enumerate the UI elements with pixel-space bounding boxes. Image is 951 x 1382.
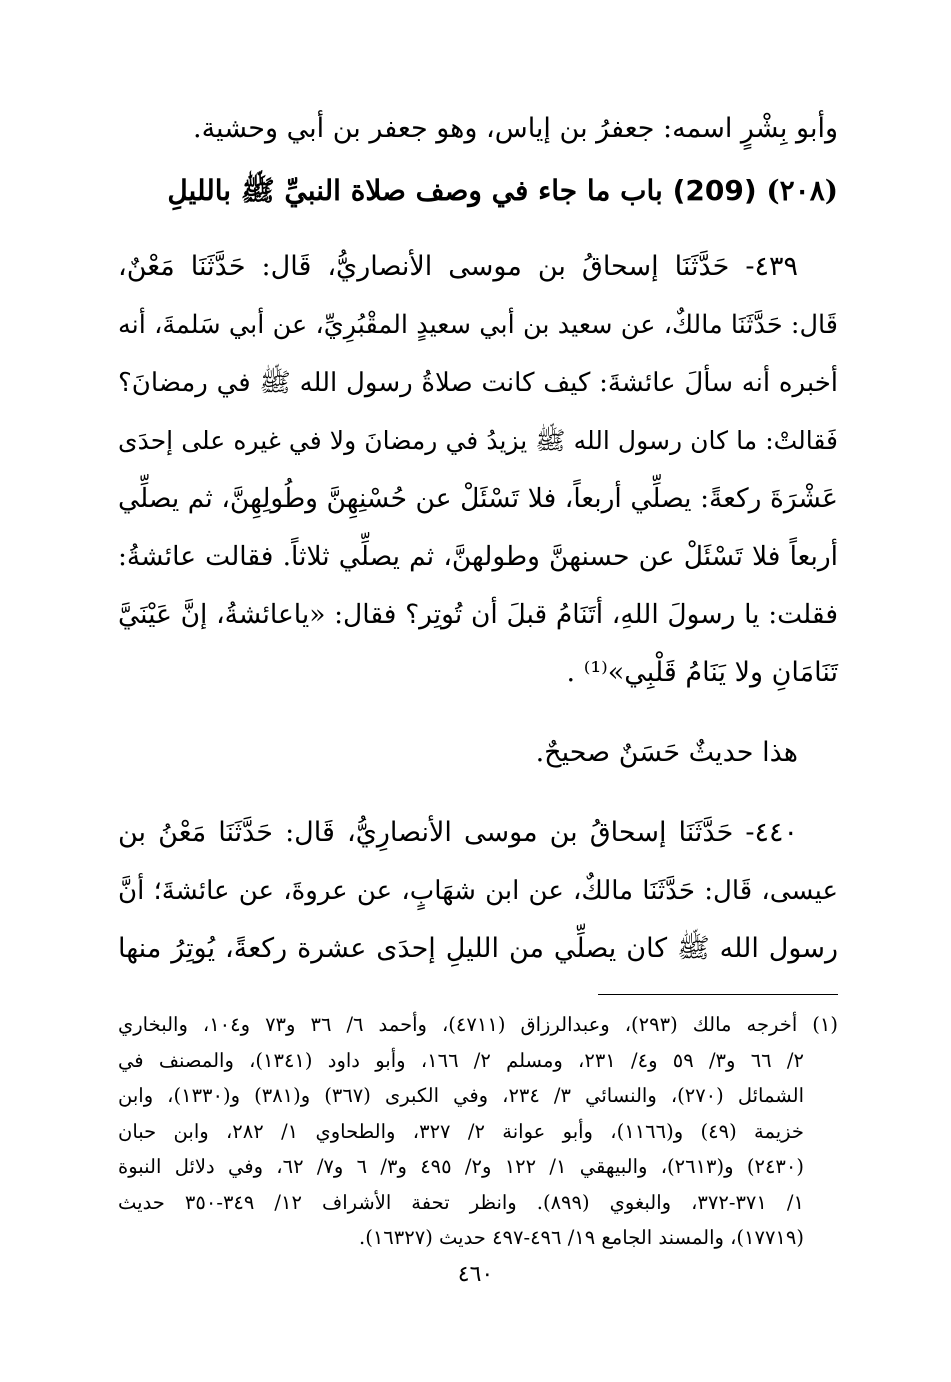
chapter-number-latin: (209) xyxy=(672,174,757,207)
hadith-line: عيسى، قَال: حَدَّثَنَا مالكٌ، عن ابن شهَابٍ، عن عروةَ، عن عائشةَ؛ أنَّ xyxy=(118,876,838,906)
hadith-440 xyxy=(118,804,838,978)
footnote-line: (١) أخرجه مالك (٢٩٣)، وعبدالرزاق (٤٧١١)، وأحمد ٦/ ٣٦ و٧٣ و١٠٤، والبخاري xyxy=(118,1013,838,1036)
hadith-line: عَشْرَةَ ركعةً: يصلِّي أربعاً، فلا تَسْئَلْ عن حُسْنِهِنَّ وطُولِهِنَّ، ثم يصلِّي xyxy=(118,483,838,514)
hadith-line: أربعاً فلا تَسْئَلْ عن حسنهنَّ وطولهنَّ، ثم يصلِّي ثلاثاً. فقالت عائشةُ: xyxy=(118,541,838,572)
chapter-heading xyxy=(118,166,838,216)
hadith-line: ٤٤٠- حَدَّثَنَا إسحاقُ بن موسى الأنصارِيُّ، قَال: حَدَّثَنَا مَعْنُ بن xyxy=(118,817,798,848)
footnotes xyxy=(118,1007,838,1256)
footnote-line: (١٧٧١٩)، والمسند الجامع ١٩/ ٤٩٦-٤٩٧ حديث (١٦٣٢٧). xyxy=(359,1226,804,1249)
hadith-line: أخبره أنه سألَ عائشةَ: كيف كانت صلاةُ رسول الله ﷺ في رمضانَ؟ xyxy=(118,368,838,398)
footnote-line: الشمائل (٢٧٠)، والنسائي ٣/ ٢٣٤، وفي الكبرى (٣٦٧) و(٣٨١) و(١٣٣٠)، وابن xyxy=(118,1084,805,1107)
hadith-line: تَنَامَانِ ولا يَنَامُ قَلْبِي»⁽¹⁾ . xyxy=(566,657,838,688)
hadith-line: رسول الله ﷺ كان يصلِّي من الليلِ إحدَى عشرة ركعةً، يُوتِرُ منها xyxy=(118,933,839,964)
hadith-line: قَال: حَدَّثَنَا مالكٌ، عن سعيد بن أبي سعيدٍ المقْبُرِيِّ، عن أبي سَلمةَ، أنه xyxy=(118,310,838,340)
footnote-line: ١/ ٣٧١-٣٧٢، والبغوي (٨٩٩). وانظر تحفة الأشراف ١٢/ ٣٤٩-٣٥٠ حديث xyxy=(118,1190,804,1214)
chapter-number-arabic: (٢٠٨) xyxy=(766,174,838,207)
hadith-line: ٤٣٩- حَدَّثَنَا إسحاقُ بن موسى الأنصاريُّ، قَال: حَدَّثَنَا مَعْنٌ، xyxy=(118,251,798,282)
intro-line: وأبو بِشْرٍ اسمه: جعفرُ بن إياس، وهو جعفر بن أبي وحشية. xyxy=(193,113,838,144)
chapter-title: باب ما جاء في وصف صلاة النبيِّ ﷺ بالليلِ xyxy=(167,174,663,207)
hadith-grading: هذا حديثٌ حَسَنٌ صحيحٌ. xyxy=(535,737,798,768)
page-number: ٤٦٠ xyxy=(457,1262,494,1287)
hadith-line: فَقالتْ: ما كان رسول الله ﷺ يزيدُ في رمضانَ ولا في غيره على إحدَى xyxy=(118,426,838,455)
footnote-line: (٢٤٣٠) و(٢٦١٣)، والبيهقي ١/ ١٢٢ و٢/ ٤٩٥ و٣/ ٦ و٧/ ٦٢، وفي دلائل النبوة xyxy=(118,1155,804,1178)
footnote-separator xyxy=(598,994,838,995)
page-body xyxy=(118,100,838,1256)
footnote-line: ٢/ ٦٦ و٣/ ٥٩ و٤/ ٢٣١، ومسلم ٢/ ١٦٦، وأبو داود (١٣٤١)، والمصنف في xyxy=(118,1048,804,1072)
hadith-439 xyxy=(118,238,838,702)
footnote-line: خزيمة (٤٩) و(١١٦٦)، وأبو عوانة ٢/ ٣٢٧، والطحاوي ١/ ٢٨٢، وابن حبان xyxy=(118,1119,804,1143)
hadith-line: فقلت: يا رسولَ اللهِ، أتَنَامُ قبلَ أن تُوتِر؟ فقال: «ياعائشةُ، إنَّ عَيْنَيَّ xyxy=(118,599,838,630)
